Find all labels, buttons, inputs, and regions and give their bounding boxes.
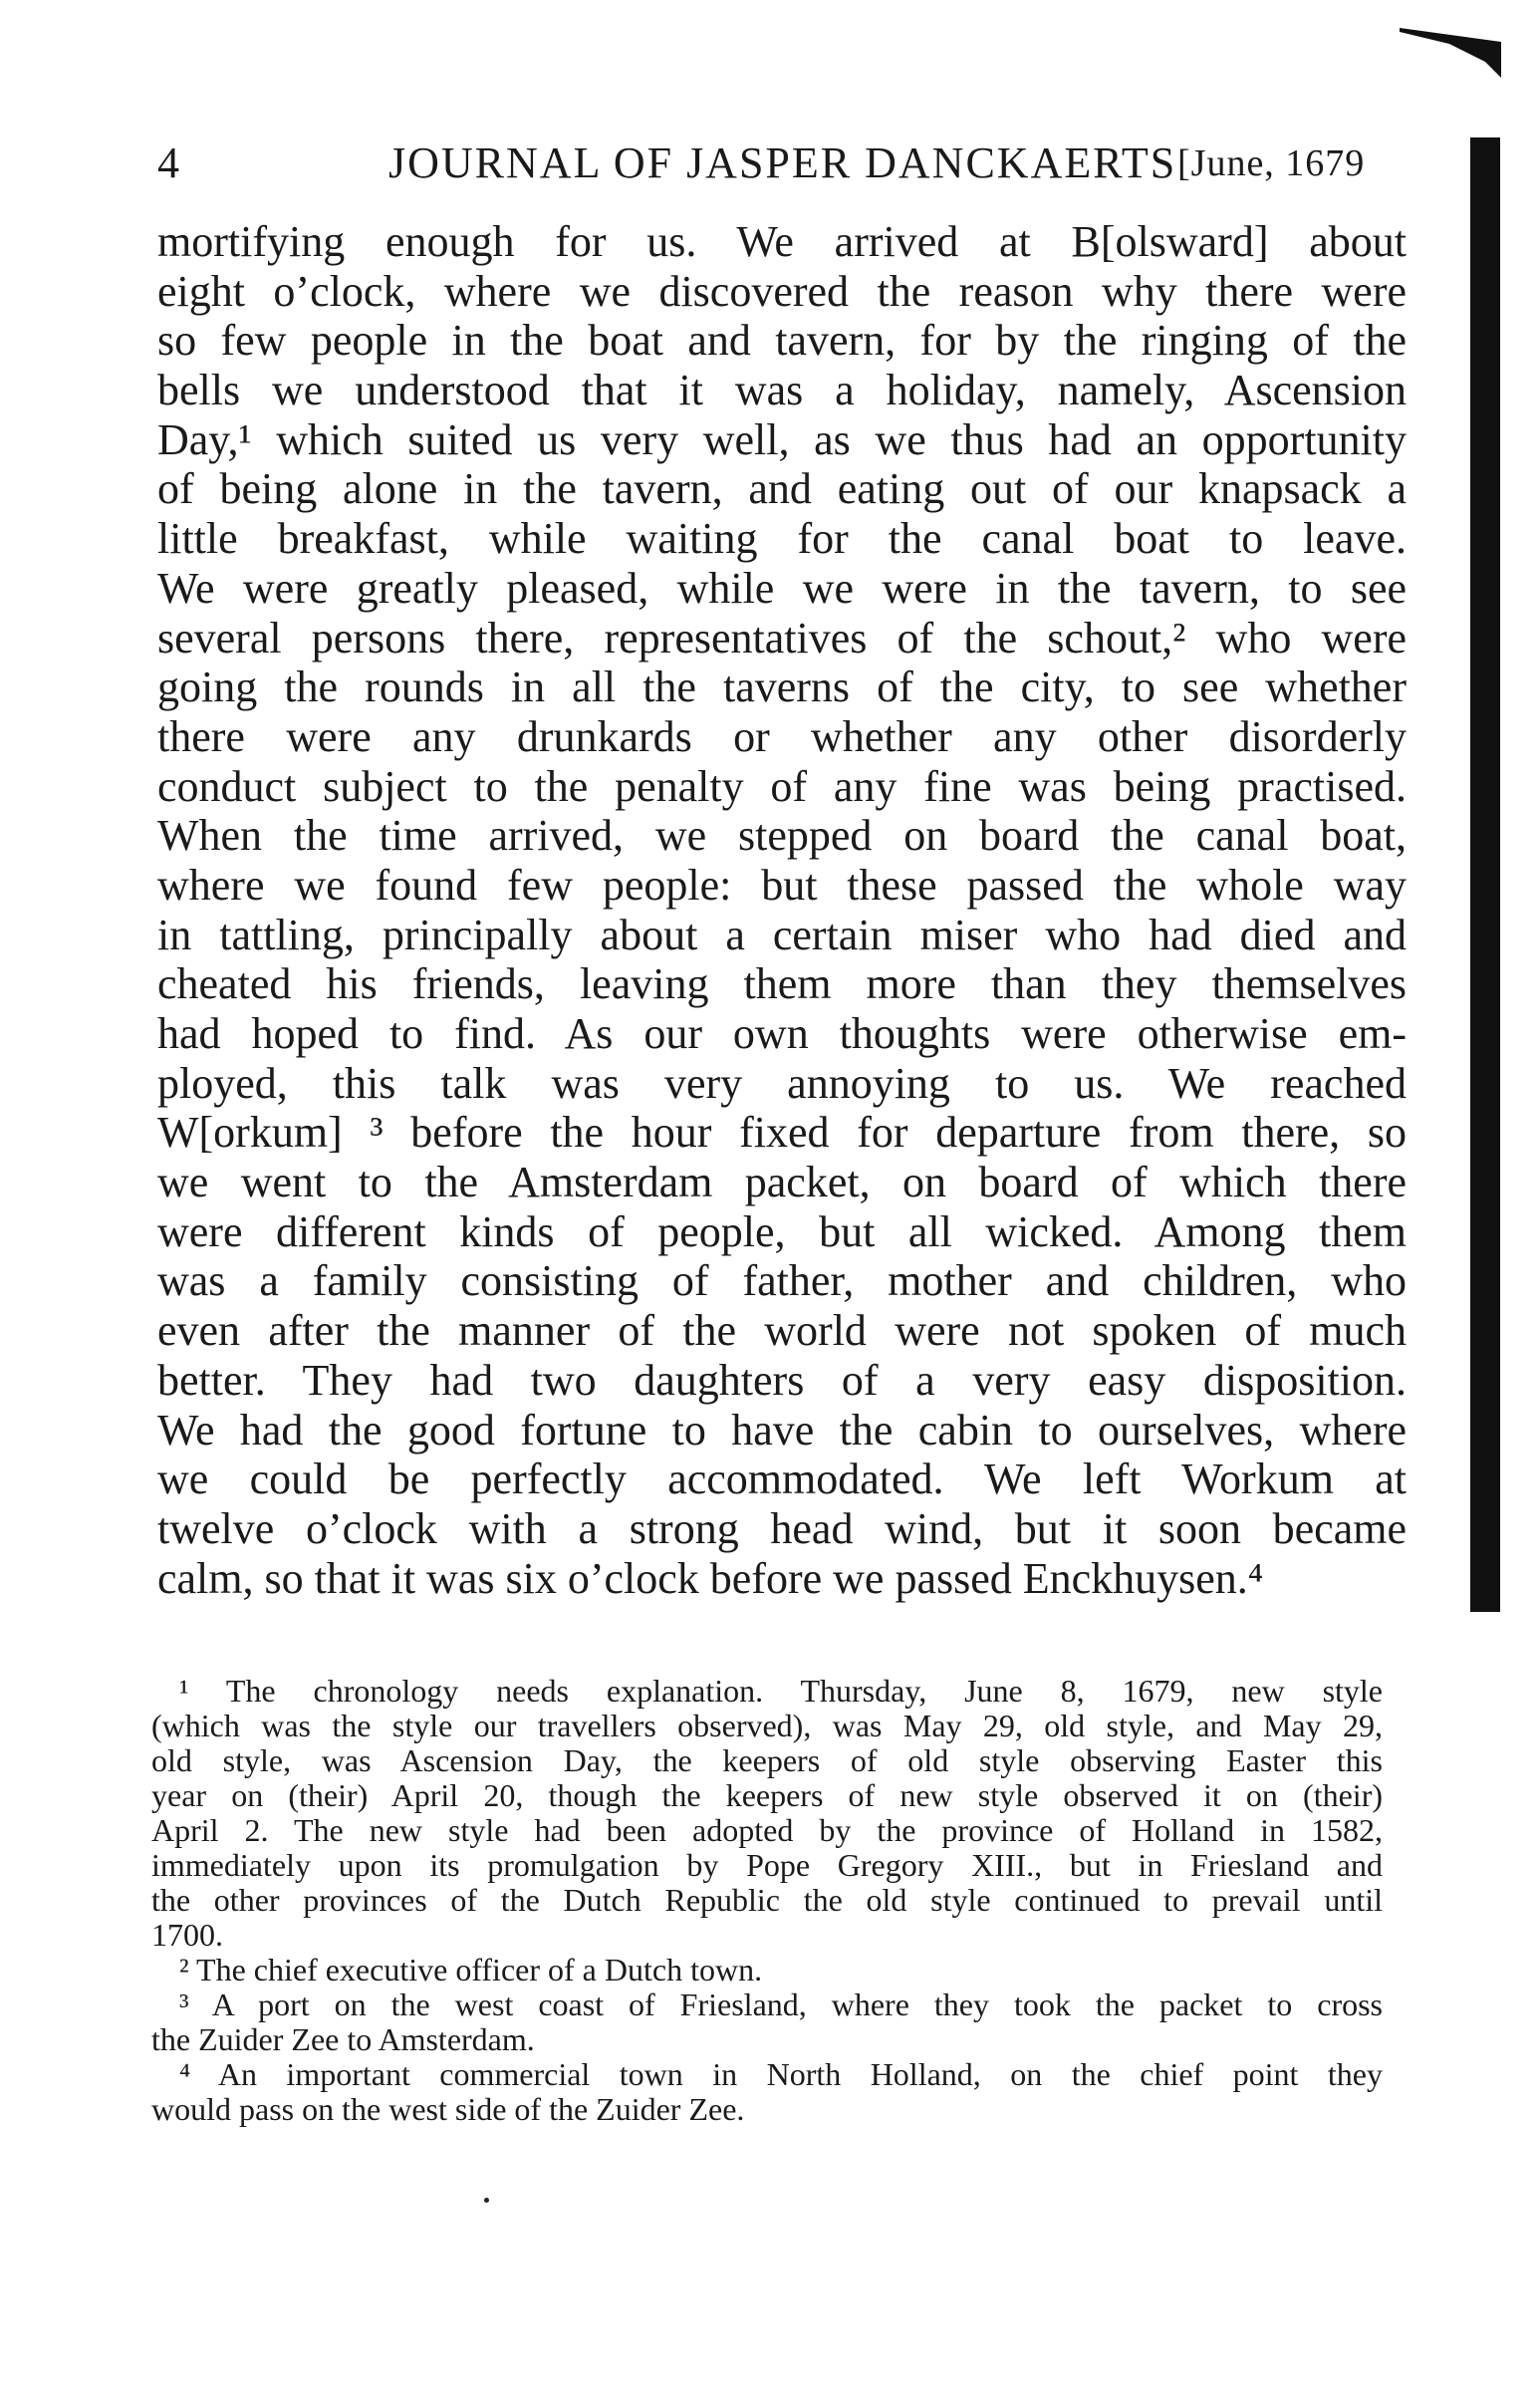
footnote-line: would pass on the west side of the Zuider Zee. [151,2091,745,2127]
running-title: JOURNAL OF JASPER DANCKAERTS [388,138,1177,187]
body-line: ployed, this talk was very annoying to us. We reached [157,1058,1407,1108]
footnote-line: April 2. The new style had been adopted by the province of Holland in 1582, [151,1812,1383,1848]
footnote-line: the other provinces of the Dutch Republic the old style continued to prevail until [151,1882,1383,1918]
footnote-line: ¹ The chronology needs explanation. Thursday, June 8, 1679, new style [179,1673,1383,1709]
body-line: better. They had two daughters of a very easy disposition. [157,1355,1407,1405]
footnote-4 [151,2057,1383,2127]
body-line: we could be perfectly accommodated. We left Workum at [157,1455,1407,1504]
body-line: there were any drunkards or whether any other disorderly [157,711,1407,761]
body-line: When the time arrived, we stepped on board the canal boat, [157,811,1407,861]
body-line: W[orkum] ³ before the hour fixed for departure from there, so [157,1108,1407,1158]
footnote-line: 1700. [151,1917,223,1953]
body-line: We had the good fortune to have the cabin to ourselves, where [157,1405,1407,1455]
body-line: bells we understood that it was a holiday, namely, Ascension [157,366,1407,415]
body-line: We were greatly pleased, while we were in the tavern, to see [157,563,1407,613]
body-text [157,217,1407,1603]
running-header [157,137,1452,197]
footnote-line: old style, was Ascension Day, the keepers of old style observing Easter this [151,1742,1383,1778]
footnote-1 [151,1674,1383,1953]
footnote-line: ³ A port on the west coast of Friesland, where they took the packet to cross [179,1987,1383,2022]
footnote-line: ⁴ An important commercial town in North Holland, on the chief point they [179,2056,1383,2092]
body-line: Day,¹ which suited us very well, as we thus had an opportunity [157,414,1407,464]
page-number: 4 [157,138,180,187]
footnote-line: immediately upon its promulgation by Pope Gregory XIII., but in Friesland and [151,1847,1383,1883]
footnote-line: ² The chief executive officer of a Dutch town. [179,1952,763,1987]
body-line: was a family consisting of father, mother and children, who [157,1256,1407,1306]
footnote-3 [151,1987,1383,2057]
body-line: going the rounds in all the taverns of the city, to see whether [157,662,1407,712]
footnote-2 [151,1953,1383,1987]
body-line: so few people in the boat and tavern, for by the ringing of the [157,316,1407,366]
body-line: twelve o’clock with a strong head wind, but it soon became [157,1503,1407,1553]
body-line: conduct subject to the penalty of any fine was being practised. [157,761,1407,811]
body-line: where we found few people: but these passed the whole way [157,860,1407,910]
footnote-line: year on (their) April 20, though the keepers of new style observed it on (their) [151,1777,1383,1813]
body-line: cheated his friends, leaving them more than they themselves [157,959,1407,1009]
body-line: even after the manner of the world were not spoken of much [157,1306,1407,1356]
binding-edge-shadow [1470,137,1500,1612]
body-line: several persons there, representatives of the schout,² who were [157,613,1407,662]
body-line: little breakfast, while waiting for the canal boat to leave. [157,514,1407,564]
stray-ink-dot [484,2198,489,2203]
footnotes [151,1674,1383,2127]
body-line: in tattling, principally about a certain miser who had died and [157,910,1407,959]
footnote-line: the Zuider Zee to Amsterdam. [151,2021,535,2057]
body-line: of being alone in the tavern, and eating out of our knapsack a [157,464,1407,514]
body-line: had hoped to find. As our own thoughts were otherwise em- [157,1009,1407,1058]
body-line: we went to the Amsterdam packet, on board of which there [157,1158,1407,1207]
body-line: eight o’clock, where we discovered the reason why there were [157,266,1407,316]
body-line: were different kinds of people, but all wicked. Among them [157,1206,1407,1256]
footnote-line: (which was the style our travellers observed), was May 29, old style, and May 29, [151,1708,1383,1743]
running-date: [June, 1679 [1177,142,1366,184]
body-line: calm, so that it was six o’clock before we passed Enckhuysen.⁴ [157,1553,1264,1603]
page-corner-mark [1390,22,1509,82]
body-line: mortifying enough for us. We arrived at B[olsward] about [157,217,1407,266]
